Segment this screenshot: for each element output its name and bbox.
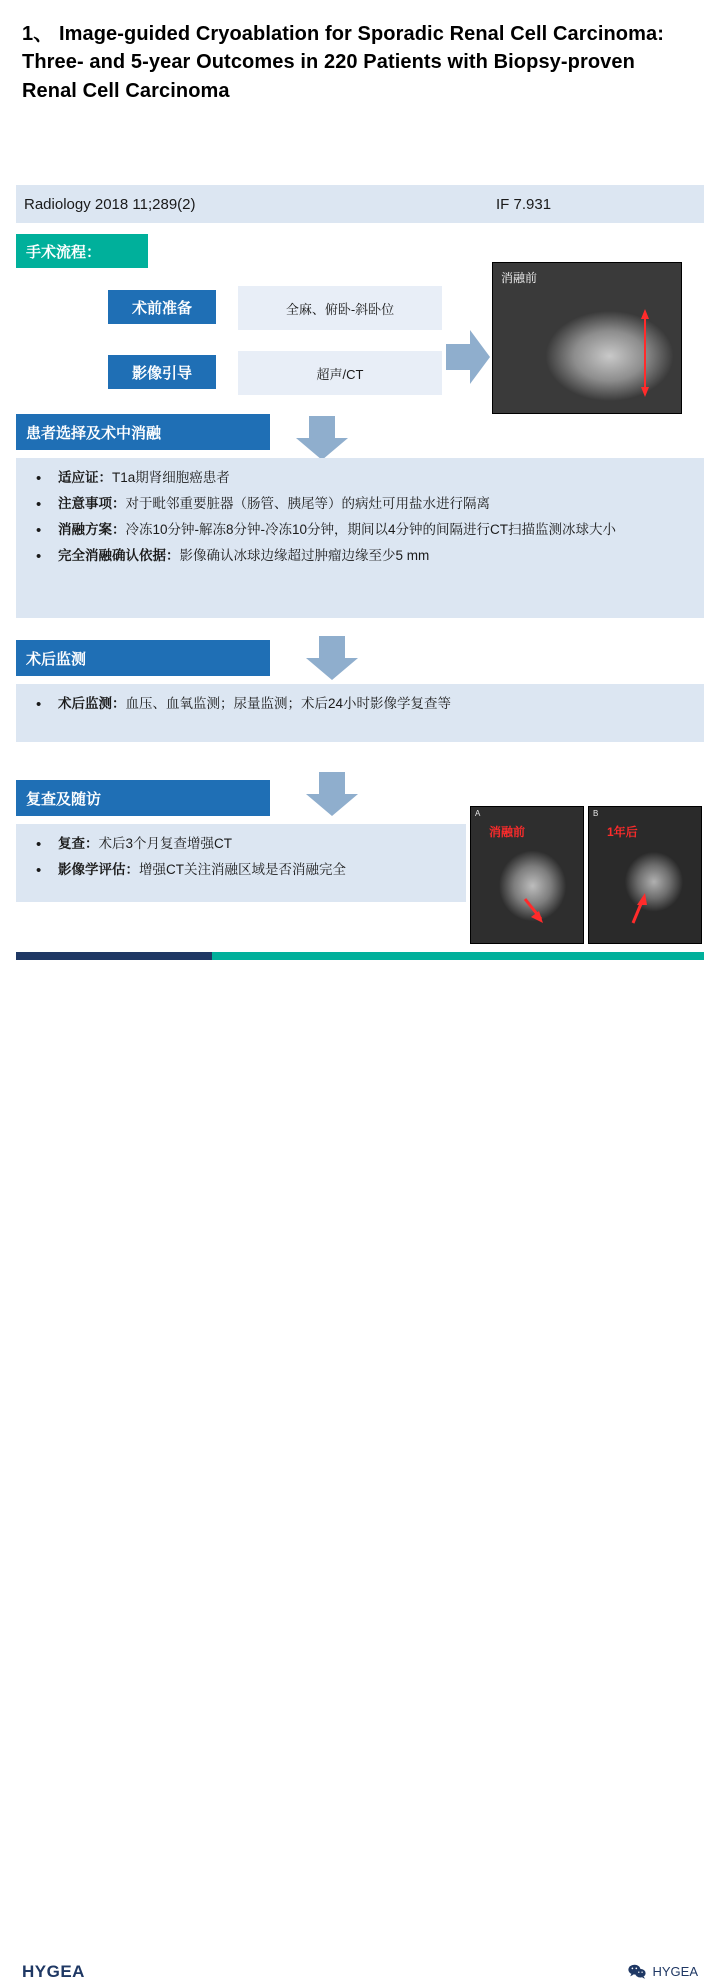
list-item	[28, 860, 454, 881]
section-header-follow-up	[16, 780, 270, 816]
patient-bullet-list	[28, 468, 692, 567]
section-header-post-op	[16, 640, 270, 676]
list-item	[28, 520, 692, 541]
section-header-flow	[16, 234, 148, 268]
list-item	[28, 468, 692, 489]
ct-image-followup-a-caption: 消融前	[489, 825, 526, 839]
panel-patient-selection	[16, 458, 704, 618]
section-header-post-op-label: 术后监测	[26, 650, 87, 668]
list-item-text: 增强CT关注消融区域是否消融完全	[139, 861, 346, 877]
list-item-label: 复查：	[58, 836, 99, 851]
impact-factor: IF 7.931	[496, 195, 552, 213]
ct-image-followup-a-letter: A	[475, 809, 481, 818]
journal-bar	[16, 185, 704, 223]
ct-image-followup-b-arrow-icon	[589, 807, 702, 944]
value-preop-preparation-text: 全麻、俯卧-斜卧位	[285, 301, 395, 317]
arrow-down-icon-1	[296, 416, 348, 460]
list-item	[28, 694, 692, 715]
list-item-text: 术后3个月复查增强CT	[98, 836, 233, 851]
section-header-patient-selection-label: 患者选择及术中消融	[26, 424, 162, 442]
section-header-follow-up-label: 复查及随访	[26, 790, 102, 808]
page-title: 1、 Image-guided Cryoablation for Sporadic Renal Cell Carcinoma: Three- and 5-year Outcomes in 220 Patients with Biopsy-proven Renal Cell Carcinoma	[22, 23, 664, 102]
panel-follow-up	[16, 824, 466, 902]
wechat-handle-text: HYGEA	[652, 1964, 698, 1979]
value-preop-preparation	[238, 286, 442, 330]
value-imaging-guidance-text: 超声/CT	[316, 366, 364, 382]
ct-image-followup-a	[470, 806, 584, 944]
ct-image-followup-b-letter: B	[593, 809, 599, 818]
panel-post-op	[16, 684, 704, 742]
list-item-text: 冷冻10分钟-解冻8分钟-冷冻10分钟，期间以4分钟的间隔进行CT扫描监测冰球大小	[125, 521, 617, 537]
list-item	[28, 546, 692, 567]
bottom-divider-navy	[16, 952, 212, 960]
list-item-label: 消融方案：	[58, 521, 126, 537]
list-item-label: 注意事项：	[58, 495, 126, 511]
section-header-patient-selection	[16, 414, 270, 450]
section-header-flow-label: 手术流程：	[26, 243, 102, 261]
list-item-text: 影像确认冰球边缘超过肿瘤边缘至少5 mm	[179, 547, 430, 563]
ct-image-pre-ablation	[492, 262, 682, 414]
bottom-divider	[16, 952, 704, 960]
list-item	[28, 834, 454, 855]
footer	[0, 966, 720, 1981]
ct-image-followup-a-arrow-icon	[471, 807, 584, 944]
wechat-icon	[628, 1964, 646, 1979]
label-imaging-guidance-text: 影像引导	[131, 364, 192, 382]
list-item-text: 血压、血氧监测；尿量监测；术后24小时影像学复查等	[125, 696, 452, 711]
arrow-down-icon-2	[306, 636, 358, 680]
value-imaging-guidance	[238, 351, 442, 395]
label-preop-preparation-text: 术前准备	[131, 299, 192, 317]
list-item-label: 完全消融确认依据：	[58, 547, 180, 563]
brand-logo: HYGEA	[22, 1962, 85, 1981]
list-item-label: 影像学评估：	[58, 861, 139, 877]
post-op-bullet-list	[28, 694, 692, 715]
ct-image-pre-ablation-caption: 消融前	[501, 271, 538, 285]
follow-up-bullet-list	[28, 834, 454, 881]
arrow-down-icon-3	[306, 772, 358, 816]
list-item-text: 对于毗邻重要脏器（肠管、胰尾等）的病灶可用盐水进行隔离	[125, 495, 490, 511]
list-item	[28, 494, 692, 515]
bottom-divider-teal	[212, 952, 704, 960]
label-imaging-guidance	[108, 355, 216, 389]
wechat-handle	[628, 1964, 698, 1979]
ct-image-followup-b-caption: 1年后	[607, 825, 638, 839]
list-item-text: T1a期肾细胞癌患者	[112, 470, 230, 485]
list-item-label: 适应证：	[58, 470, 112, 485]
list-item-label: 术后监测：	[58, 696, 126, 711]
label-preop-preparation	[108, 290, 216, 324]
ct-image-followup-b	[588, 806, 702, 944]
arrow-right-icon	[446, 328, 490, 386]
journal-citation: Radiology 2018 11;289(2)	[24, 195, 196, 213]
